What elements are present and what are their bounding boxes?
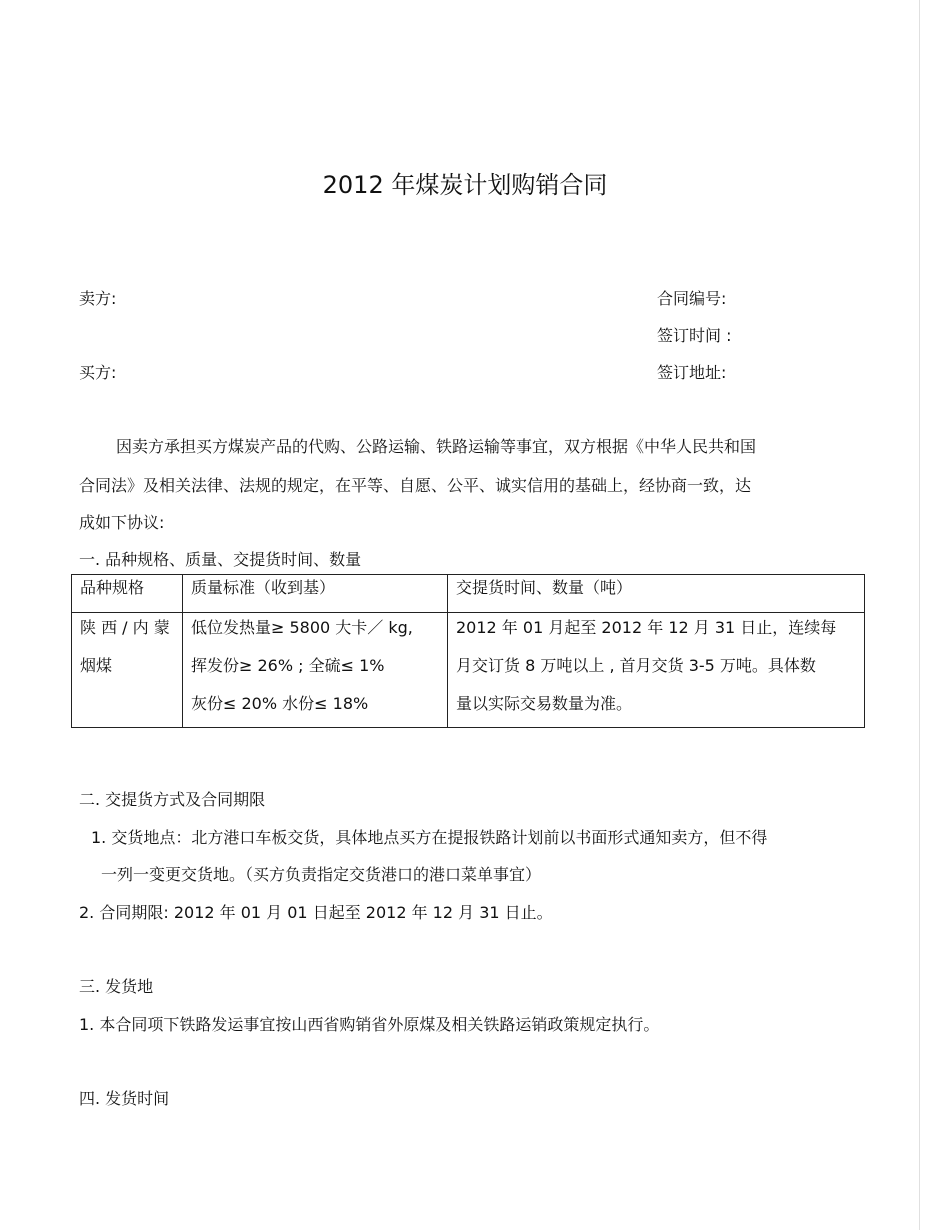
quality-cell [183,613,448,728]
quality-line: 挥发份≥ 26% ; 全硫≤ 1% [191,656,385,675]
quality-line: 低位发热量≥ 5800 大卡／ kg, [191,618,413,637]
variety-line: 陕 西 / 内 蒙 [80,618,170,637]
intro-line-1: 因卖方承担买方煤炭产品的代购、公路运输、铁路运输等事宜，双方根据《中华人民共和国 [116,437,757,456]
quality-line: 灰份≤ 20% 水份≤ 18% [191,694,369,713]
spec-table [71,574,865,728]
sign-time-label: 签订时间 : [657,326,732,345]
contract-title: 2012 年煤炭计划购销合同 [322,171,608,199]
section-3-heading: 三. 发货地 [79,977,154,996]
section-1-heading: 一. 品种规格、质量、交提货时间、数量 [79,550,362,569]
delivery-line: 2012 年 01 月起至 2012 年 12 月 31 日止，连续每 [456,618,837,637]
table-row [72,613,865,728]
table-header-row [72,575,865,613]
section-2-item-2: 2. 合同期限: 2012 年 01 月 01 日起至 2012 年 12 月 31 日止。 [79,903,553,922]
header-variety: 品种规格 [72,575,183,613]
section-2-item-1-line-1: 1. 交货地点：北方港口车板交货，具体地点买方在提报铁路计划前以书面形式通知卖方，但不得 [91,828,768,847]
delivery-cell [448,613,865,728]
section-2-item-1-line-2: 一列一变更交货地。（买方负责指定交货港口的港口菜单事宜） [101,865,542,884]
intro-line-3: 成如下协议: [79,513,165,532]
header-delivery: 交提货时间、数量（吨） [448,575,865,613]
intro-line-2: 合同法》及相关法律、法规的规定，在平等、自愿、公平、诚实信用的基础上，经协商一致，达 [79,476,752,495]
section-2-heading: 二. 交提货方式及合同期限 [79,790,266,809]
variety-line: 烟煤 [80,656,113,675]
delivery-line: 月交订货 8 万吨以上 , 首月交货 3-5 万吨。具体数 [456,656,816,675]
sign-place-label: 签订地址: [657,363,727,382]
delivery-line: 量以实际交易数量为准。 [456,694,633,713]
section-4-heading: 四. 发货时间 [79,1089,170,1108]
variety-cell [72,613,183,728]
contract-no-label: 合同编号: [657,289,727,308]
buyer-label: 买方: [79,363,117,382]
seller-label: 卖方: [79,289,117,308]
section-3-item-1: 1. 本合同项下铁路发运事宜按山西省购销省外原煤及相关铁路运销政策规定执行。 [79,1015,660,1034]
header-quality: 质量标准（收到基） [183,575,448,613]
